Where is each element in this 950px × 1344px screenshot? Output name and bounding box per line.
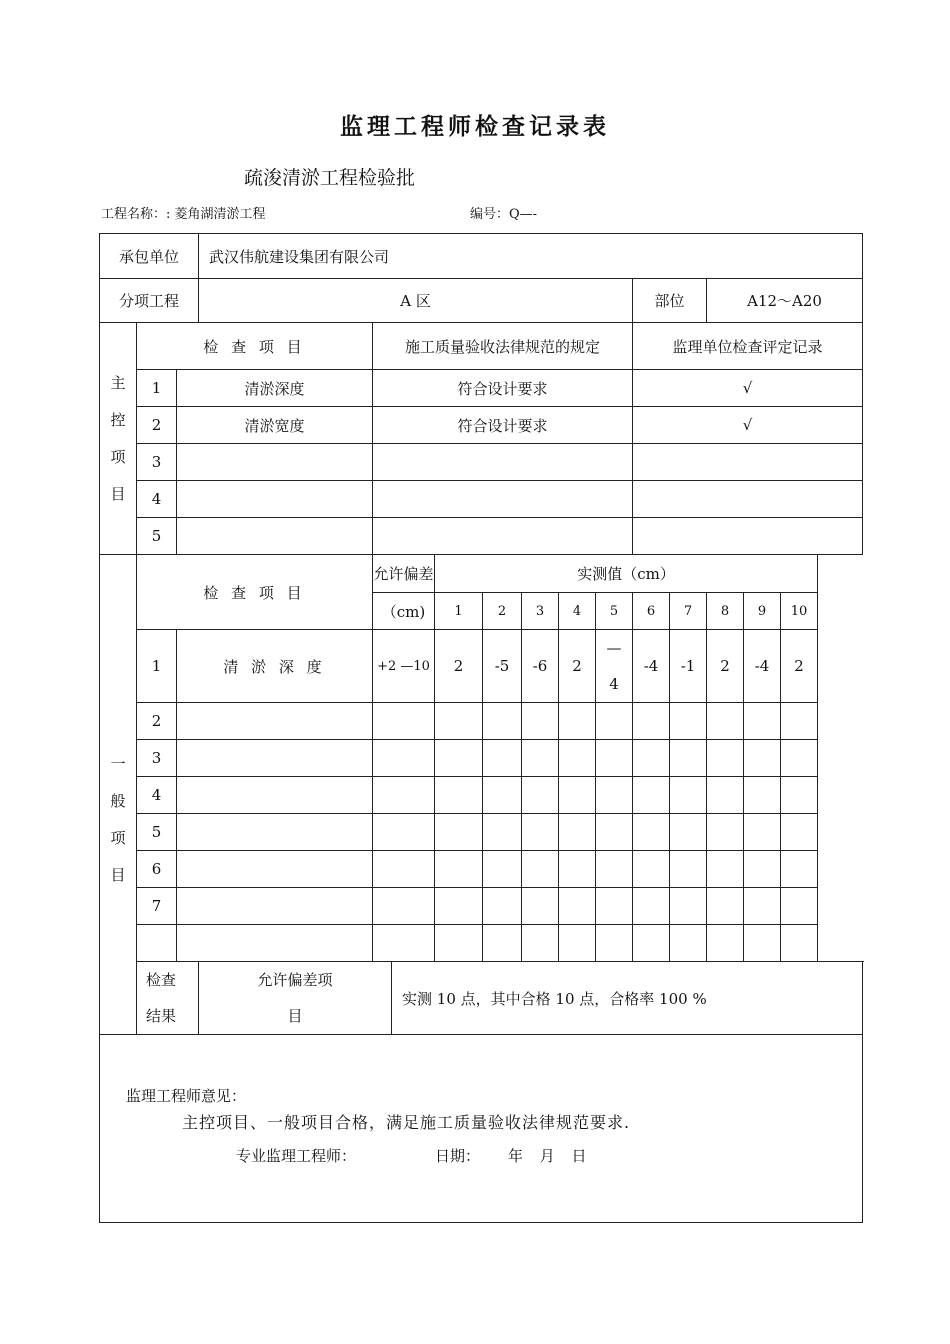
table-row: 5 (100, 814, 863, 851)
tolerance-header: 允许偏差 (373, 555, 435, 593)
table-row: 4 (100, 777, 863, 814)
column-header: 1 (435, 593, 483, 630)
general-item-header: 检 查 项 目 (137, 555, 373, 630)
contractor-label: 承包单位 (100, 234, 199, 279)
tolerance-unit: （cm) (373, 593, 435, 630)
subproject-value: A 区 (199, 279, 633, 323)
result-sub-label: 允许偏差项 目 (199, 962, 392, 1035)
main-control-section-label: 主 控 项 目 (100, 323, 137, 555)
table-row: 2 (100, 703, 863, 740)
table-row (100, 925, 863, 962)
result-row (100, 962, 863, 1035)
table-row: 2 清淤宽度 符合设计要求 √ (100, 407, 863, 444)
page-subtitle: 疏浚清淤工程检验批 (244, 167, 416, 189)
column-header: 4 (559, 593, 596, 630)
opinion-row (100, 1035, 863, 1223)
result-text: 实测 10 点，其中合格 10 点，合格率 100 % (392, 962, 863, 1035)
inspection-table (99, 233, 863, 1223)
main-spec-header: 施工质量验收法律规范的规定 (373, 323, 633, 370)
main-control-header (100, 323, 863, 370)
contractor-row (100, 234, 863, 279)
column-header: 10 (781, 593, 818, 630)
date-parts: 年 月 日 (508, 1147, 587, 1165)
column-header: 6 (633, 593, 670, 630)
main-item-header: 检 查 项 目 (137, 323, 373, 370)
table-row: 5 (100, 518, 863, 555)
page-title: 监理工程师检查记录表 (340, 114, 610, 140)
table-row: 3 (100, 740, 863, 777)
column-header: 5 (596, 593, 633, 630)
table-row: 3 (100, 444, 863, 481)
engineer-label: 专业监理工程师： (236, 1147, 357, 1165)
column-header: 8 (707, 593, 744, 630)
measured-header: 实测值（cm） (435, 555, 818, 593)
column-header: 9 (744, 593, 781, 630)
table-row: 1 清淤深度 符合设计要求 √ (100, 370, 863, 407)
part-value: A12～A20 (707, 279, 863, 323)
subproject-label: 分项工程 (100, 279, 199, 323)
result-label: 检查 结果 (137, 962, 199, 1035)
table-row: 7 (100, 888, 863, 925)
date-label: 日期： (435, 1147, 481, 1165)
contractor-value: 武汉伟航建设集团有限公司 (199, 234, 863, 279)
column-header: 7 (670, 593, 707, 630)
column-header: 2 (483, 593, 522, 630)
opinion-text: 主控项目、一般项目合格，满足施工质量验收法律规范要求. (182, 1113, 631, 1132)
table-row: 6 (100, 851, 863, 888)
opinion-label: 监理工程师意见： (126, 1087, 247, 1105)
table-row: 4 (100, 481, 863, 518)
project-name: 工程名称：: 菱角湖清淤工程 (101, 207, 266, 222)
part-label: 部位 (633, 279, 707, 323)
table-row: 1 清 淤 深 度 +2 —10 2 -5 -6 2 — 4 -4 -1 2 -4 2 (100, 630, 863, 703)
general-header-top (100, 555, 863, 593)
subproject-row (100, 279, 863, 323)
main-record-header: 监理单位检查评定记录 (633, 323, 863, 370)
document-number: 编号：Q—- (470, 207, 538, 222)
general-section-label: 一 般 项 目 (100, 555, 137, 1035)
column-header: 3 (522, 593, 559, 630)
opinion-block (100, 1035, 863, 1223)
